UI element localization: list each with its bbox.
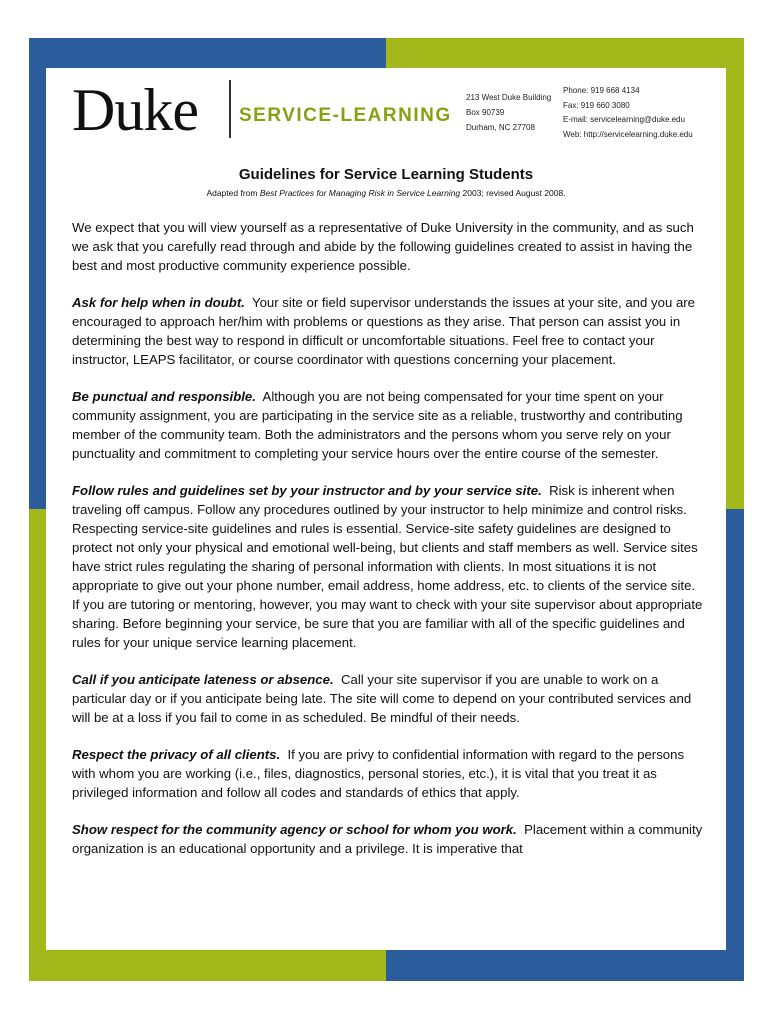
document-title: Guidelines for Service Learning Students	[238, 166, 534, 183]
address-line: 213 West Duke Building	[466, 93, 552, 102]
web-line: Web: http://servicelearning.duke.edu	[563, 129, 693, 139]
guideline-paragraph	[72, 820, 706, 858]
document-page	[46, 68, 726, 950]
contact-info	[563, 84, 693, 142]
duke-logo: Duke	[72, 77, 198, 143]
guideline-text: Risk is inherent when traveling off campus. Follow any procedures outlined by your instructor to help minimize and control risks. Respecting service-site guidelines and rules is essential. Service-site safety guidelines are designed to protect not only your physical and emotional well-being, but clients and staff members as well. Service sites have strict rules regulating the sharing of personal information with clients. In most situations it is not appropriate to give out your phone number, email address, home address, etc. to clients of the service site. If you are tutoring or mentoring, however, you may want to check with your site supervisor about appropriate sharing. Before beginning your service, be sure that you are familiar with all of the specific guidelines and rules for your unique service learning placement.	[72, 483, 703, 650]
intro-paragraph: We expect that you will view yourself as a representative of Duke University in the community, and as such we ask that you carefully read through and abide by the following guidelines created to assist in having the best and most productive community experience possible.	[72, 220, 694, 273]
address-line: Durham, NC 27708	[466, 123, 535, 132]
document-subtitle	[46, 188, 726, 198]
guideline-text: Placement within a community organization is an educational opportunity and a privilege. It is imperative that	[72, 822, 703, 856]
guideline-paragraph	[72, 670, 706, 727]
phone-line: Phone: 919 668 4134	[563, 86, 640, 95]
guideline-heading: Call if you anticipate lateness or absence.	[72, 672, 334, 687]
guideline-text: If you are privy to confidential information with regard to the persons with whom you are working (i.e., files, diagnostics, personal stories, etc.), it is vital that you treat it as privileged information and follow all codes and standards of ethics that apply.	[72, 747, 685, 800]
subtitle-source: Best Practices for Managing Risk in Service Learning	[259, 188, 461, 198]
guideline-text: Your site or field supervisor understands the issues at your site, and you are encouraged to approach her/him with problems or questions as they arise. That person can assist you in determining the best way to respond in difficult or uncomfortable situations. Feel free to contact your instructor, LEAPS facilitator, or course coordinator with questions concerning your placement.	[72, 295, 696, 367]
guideline-text: Call your site supervisor if you are unable to work on a particular day or if you anticipate being late. The site will come to depend on your contributed services and will be at a loss if you fail to come in as scheduled. Be mindful of their needs.	[72, 672, 692, 725]
address-line: Box 90739	[466, 108, 505, 117]
subtitle-suffix: 2003; revised August 2008.	[460, 188, 566, 198]
guideline-heading: Follow rules and guidelines set by your instructor and by your service site.	[72, 483, 542, 498]
guideline-heading: Ask for help when in doubt.	[72, 295, 245, 310]
guideline-paragraph	[72, 293, 706, 369]
service-learning-logo: SERVICE-LEARNING	[239, 105, 452, 126]
document-body	[72, 218, 706, 876]
guideline-heading: Be punctual and responsible.	[72, 389, 256, 404]
guideline-paragraph	[72, 745, 706, 802]
guideline-paragraph	[72, 481, 706, 652]
logo-divider	[229, 80, 231, 138]
fax-line: Fax: 919 660 3080	[563, 100, 630, 110]
guideline-heading: Respect the privacy of all clients.	[72, 747, 281, 762]
guideline-text: Although you are not being compensated for your time spent on your community assignment, you are participating in the service site as a reliable, trustworthy and contributing member of the community team. Both the administrators and the persons whom you serve rely on your punctuality and commitment to completing your service hours over the entire course of the semester.	[72, 389, 683, 461]
email-line: E-mail: servicelearning@duke.edu	[563, 115, 685, 124]
mailing-address	[466, 90, 551, 135]
guideline-paragraph	[72, 387, 706, 463]
subtitle-prefix: Adapted from	[206, 188, 260, 198]
guideline-heading: Show respect for the community agency or school for whom you work.	[72, 822, 517, 837]
